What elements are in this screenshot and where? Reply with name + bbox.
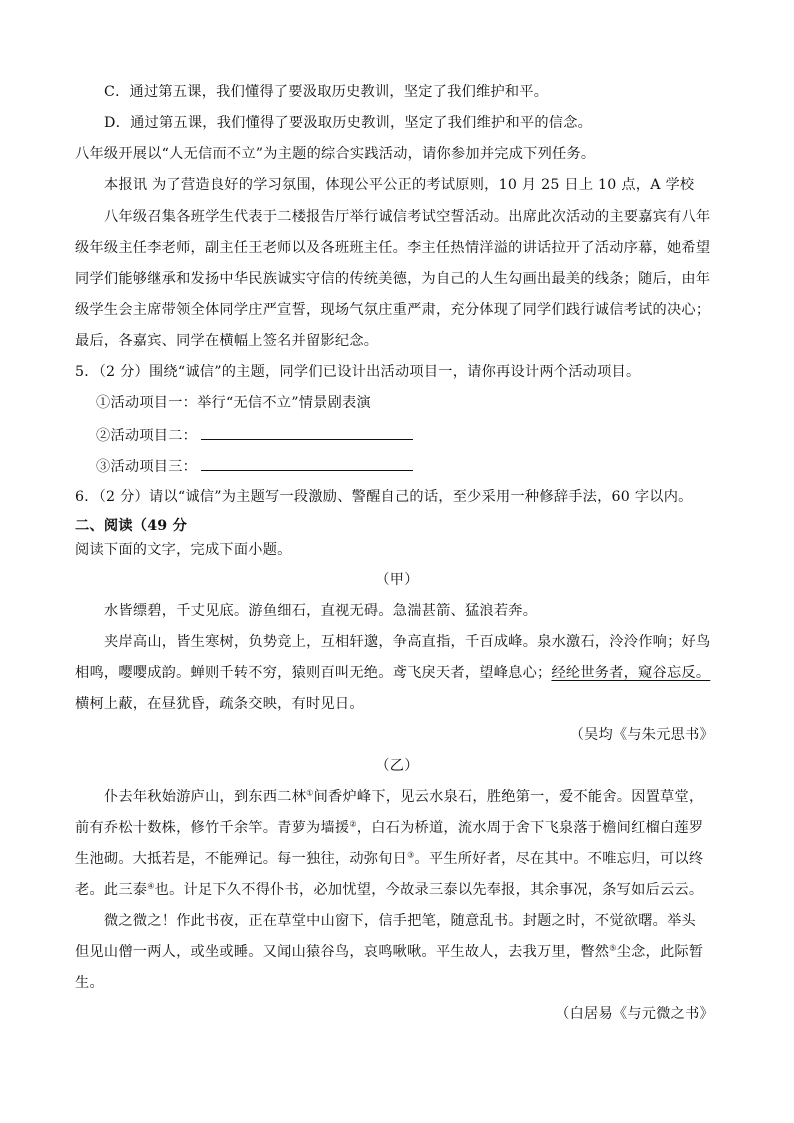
- passage-line: 生。: [75, 975, 104, 991]
- passage-line: 横柯上蔽，在昼犹昏，疏条交映，有时见日。: [75, 696, 364, 712]
- question-6-stem: 6．（2 分）请以“诚信”为主题写一段激励、警醒自己的话，至少采用一种修辞手法，60 字以内。: [75, 489, 693, 505]
- passage-line: [104, 787, 703, 807]
- answer-blank-2[interactable]: [201, 425, 413, 440]
- activity-intro: 八年级开展以“人无信而不立”为主题的综合实践活动，请你参加并完成下列任务。: [75, 146, 596, 162]
- passage-line: [75, 818, 703, 838]
- passage-line: [75, 942, 703, 962]
- question-5-stem: 5．（2 分）围绕“诚信”的主题，同学们已设计出活动项目一，请你再设计两个活动项目。: [75, 364, 641, 380]
- underlined-sentence: 经纶世务者，窥谷忘反。: [551, 665, 711, 681]
- passage-text: 仆去年秋始游庐山，到东西二林: [104, 789, 307, 805]
- option-c: C．通过第五课，我们懂得了要汲取历史教训，坚定了我们维护和平。: [104, 84, 549, 100]
- option-d: D．通过第五课，我们懂得了要汲取历史教训，坚定了我们维护和平的信念。: [104, 115, 593, 131]
- section-heading: 二、阅读（49 分: [75, 518, 188, 534]
- passage-line: [75, 880, 703, 900]
- footnote-marker: ④: [147, 881, 155, 891]
- passage-text: 也。计足下久不得仆书，必加忧望，今故录三泰以先奉报，其余事况，条写如后云云。: [154, 882, 704, 898]
- passage-text: 间香炉峰下，见云水泉石，胜绝第一，爱不能舍。因置草堂，: [313, 789, 704, 805]
- q5-item-3-label: ③活动项目三：: [96, 459, 198, 475]
- passage-line: [75, 849, 703, 869]
- report-line: 级年级主任李老师，副主任王老师以及各班班主任。李主任热情洋溢的讲话拉开了活动序幕，她希望: [75, 240, 711, 256]
- report-line: 八年级召集各班学生代表于二楼报告厅举行诚信考试空誓活动。出席此次活动的主要嘉宾有八年: [104, 209, 711, 225]
- passage-jia-label: （甲）: [375, 572, 419, 588]
- passage-text: 但见山僧一两人，或坐或睡。又闻山猿谷鸟，哀鸣啾啾。平生故人，去我万里，瞥然: [75, 944, 610, 960]
- passage-line: 水皆缥碧，千丈见底。游鱼细石，直视无碍。急湍甚箭、猛浪若奔。: [104, 603, 538, 619]
- report-line: 级学生会主席带领全体同学庄严宣誓，现场气氛庄重严肃，充分体现了同学们践行诚信考试的决心；: [75, 302, 711, 318]
- passage-text: 生池砌。大抵若是，不能殚记。每一独往，动弥旬日: [75, 851, 408, 867]
- report-line: 同学们能够继承和发扬中华民族诚实守信的传统美德，为自己的人生勾画出最美的线条；随后，由年: [75, 271, 711, 287]
- passage-text: ，白石为桥道，流水周于舍下飞泉落于檐间红榴白莲罗: [356, 820, 704, 836]
- passage-text: 前有乔松十数株，修竹千余竿。青萝为墙援: [75, 820, 350, 836]
- passage-line: 夹岸高山，皆生寒树，负势竞上，互相轩邈，争高直指，千百成峰。泉水激石，泠泠作响；好鸟: [104, 634, 711, 650]
- passage-yi-label: （乙）: [375, 758, 419, 774]
- passage-line: 微之微之！作此书夜，正在草堂中山窗下，信手把笔，随意乱书。封题之时，不觉欲曙。举头: [104, 913, 696, 929]
- report-line: 最后，各嘉宾、同学在横幅上签名并留影纪念。: [75, 333, 379, 349]
- passage-text: 老。此三泰: [75, 882, 148, 898]
- footnote-marker: ②: [349, 819, 357, 829]
- footnote-marker: ⑤: [609, 943, 617, 953]
- passage-text: 尘念，此际暂: [616, 944, 704, 960]
- passage-line: [75, 663, 710, 683]
- answer-blank-3[interactable]: [201, 456, 413, 471]
- q5-item-2-label: ②活动项目二：: [96, 428, 198, 444]
- passage-yi-source: （白居易《与元微之书》: [555, 1006, 714, 1022]
- q5-item-3: [96, 456, 413, 477]
- report-line: 本报讯 为了营造良好的学习氛围，体现公平公正的考试原则，10 月 25 日上 10 点，A 学校: [104, 177, 695, 193]
- footnote-marker: ①: [306, 788, 314, 798]
- q5-item-1: ①活动项目一：举行“无信不立”情景剧表演: [96, 395, 371, 411]
- passage-jia-source: （吴均《与朱元思书》: [569, 727, 714, 743]
- q5-item-2: [96, 425, 413, 446]
- section-instruction: 阅读下面的文字，完成下面小题。: [75, 542, 292, 558]
- passage-text: 。平生所好者，尽在其中。不唯忘归，可以终: [414, 851, 704, 867]
- footnote-marker: ③: [407, 850, 415, 860]
- passage-text: 相鸣，嘤嘤成韵。蝉则千转不穷，猿则百叫无绝。鸢飞戾天者，望峰息心；: [75, 665, 552, 681]
